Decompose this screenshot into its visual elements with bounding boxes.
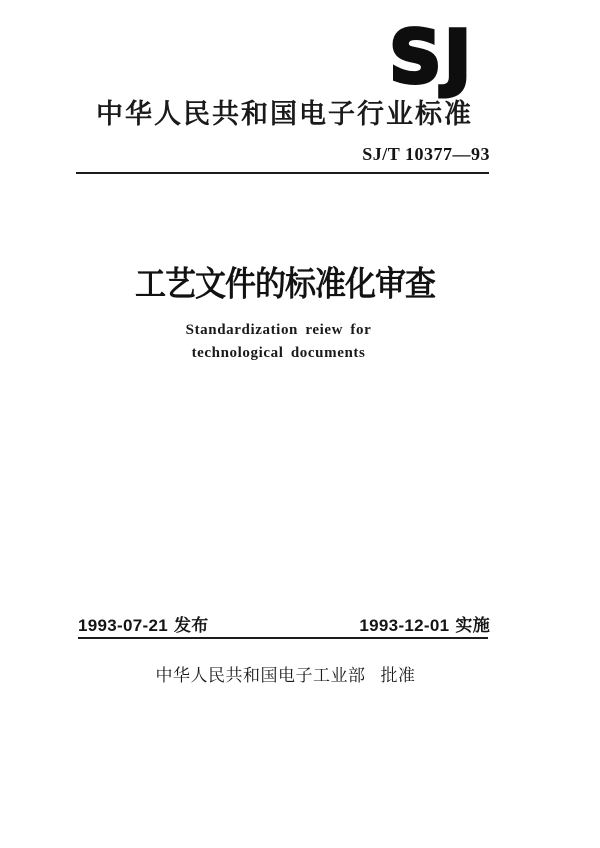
dates-divider [78, 637, 488, 639]
issuer-name: 中华人民共和国电子工业部 [155, 666, 366, 685]
document-title-en-line2: technological documents [191, 345, 366, 361]
implementation-date-label: 实施 [455, 616, 490, 635]
implementation-date-line [359, 611, 490, 636]
release-date-line [78, 611, 209, 636]
document-title-zh: 工艺文件的标准化审查 [135, 264, 435, 304]
release-date: 1993-07-21 [78, 616, 168, 635]
implementation-date: 1993-12-01 [359, 616, 450, 635]
issuer-line [0, 661, 571, 686]
header-divider [76, 172, 489, 174]
standard-type-heading: 中华人民共和国电子行业标准 [96, 99, 473, 129]
sj-logo: SJ [389, 15, 474, 99]
approval-label: 批准 [380, 666, 416, 685]
document-title-en-line1: Standardization reiew for [185, 322, 372, 338]
release-date-label: 发布 [173, 616, 209, 635]
standard-number: SJ/T 10377—93 [362, 144, 490, 164]
